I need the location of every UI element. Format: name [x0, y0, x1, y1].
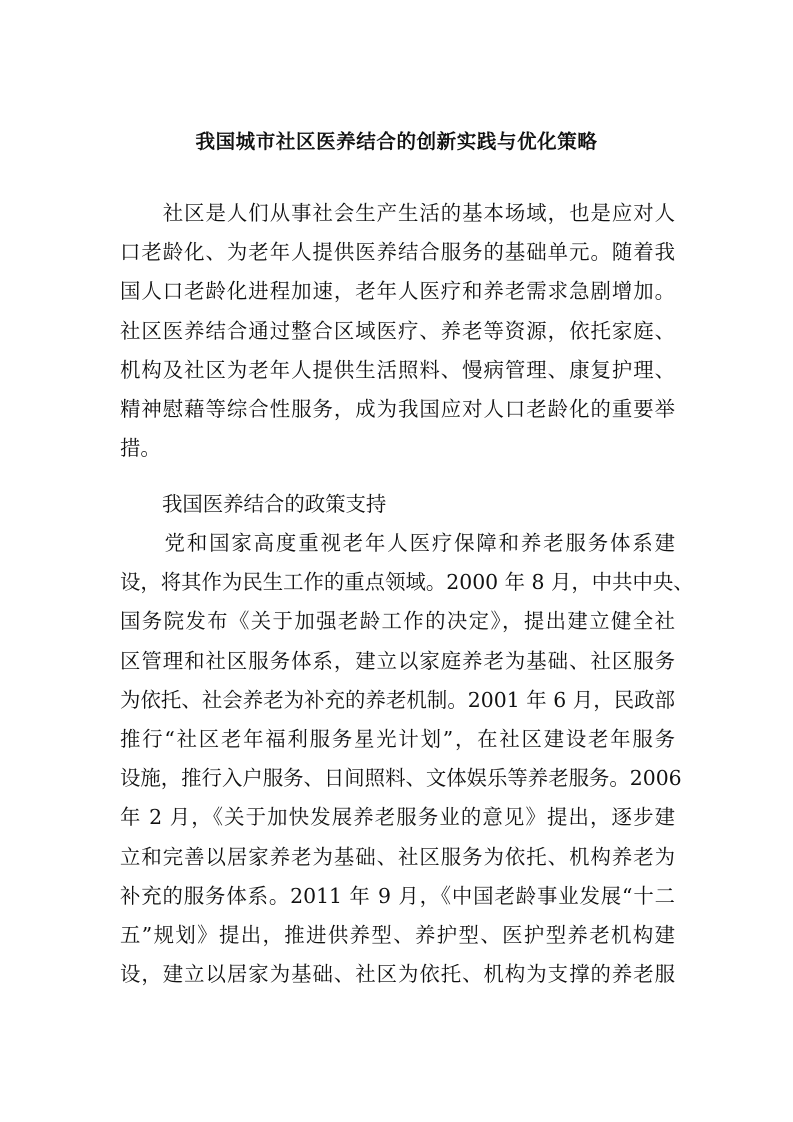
- paragraph-line: 补充的服务体系。2011 年 9 月，《中国老龄事业发展“十二: [120, 883, 675, 908]
- paragraph-line: 五”规划》提出，推进供养型、养护型、医护型养老机构建: [120, 923, 675, 948]
- section-heading: 我国医养结合的政策支持: [162, 492, 387, 516]
- paragraph-line: 国人口老龄化进程加速，老年人医疗和养老需求急剧增加。: [120, 279, 675, 304]
- paragraph-line: 社区是人们从事社会生产生活的基本场域，也是应对人: [120, 201, 675, 225]
- paragraph-line: 推行“社区老年福利服务星光计划”，在社区建设老年服务: [120, 727, 675, 752]
- paragraph-line: 社区医养结合通过整合区域医疗、养老等资源，依托家庭、: [120, 318, 675, 343]
- paragraph-line: 设，将其作为民生工作的重点领域。2000 年 8 月，中共中央、: [120, 570, 694, 595]
- paragraph-line: 精神慰藉等综合性服务，成为我国应对人口老龄化的重要举: [120, 397, 675, 422]
- paragraph-line: 区管理和社区服务体系，建立以家庭养老为基础、社区服务: [120, 648, 675, 673]
- document-title: 我国城市社区医养结合的创新实践与优化策略: [195, 130, 598, 153]
- paragraph-line: 立和完善以居家养老为基础、社区服务为依托、机构养老为: [120, 844, 675, 869]
- paragraph-line: 设，建立以居家为基础、社区为依托、机构为支撑的养老服: [120, 962, 675, 987]
- paragraph-line: 年 2 月，《关于加快发展养老服务业的意见》提出，逐步建: [120, 805, 675, 830]
- policy-paragraph: [120, 524, 694, 994]
- paragraph-line: 机构及社区为老年人提供生活照料、慢病管理、康复护理、: [120, 357, 675, 382]
- paragraph-line: 党和国家高度重视老年人医疗保障和养老服务体系建: [120, 531, 675, 555]
- paragraph-line: 设施，推行入户服务、日间照料、文体娱乐等养老服务。2006: [120, 766, 682, 791]
- paragraph-line: 为依托、社会养老为补充的养老机制。2001 年 6 月，民政部: [120, 687, 675, 712]
- paragraph-line: 国务院发布《关于加强老龄工作的决定》，提出建立健全社: [120, 609, 675, 634]
- paragraph-line: 措。: [120, 436, 161, 461]
- intro-paragraph: [120, 194, 675, 468]
- paragraph-line: 口老龄化、为老年人提供医养结合服务的基础单元。随着我: [120, 240, 675, 265]
